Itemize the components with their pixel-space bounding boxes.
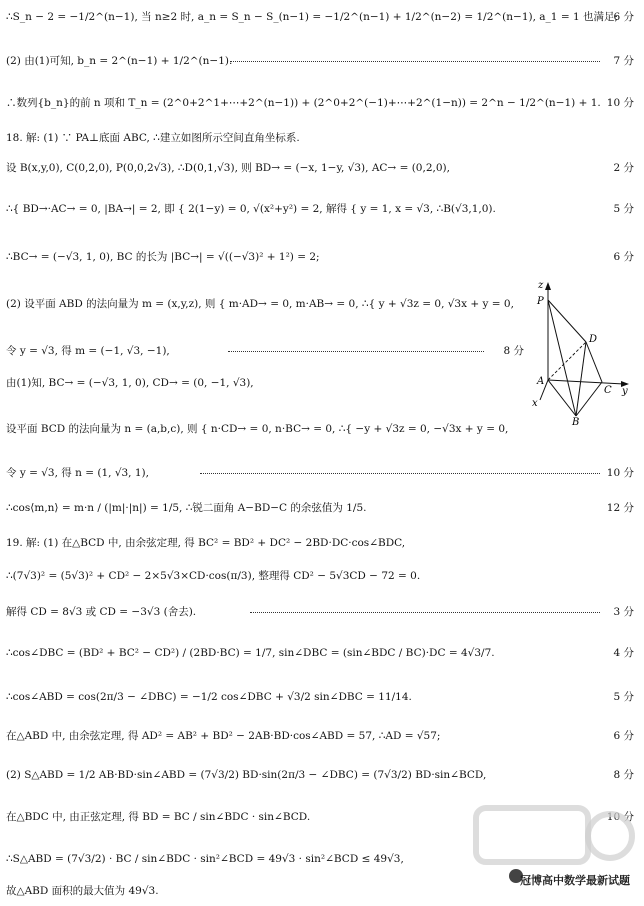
line-text: 解得 CD = 8√3 或 CD = −3√3 (舍去).	[6, 606, 197, 618]
solution-line	[0, 725, 644, 747]
line-text: 设 B(x,y,0), C(0,2,0), P(0,0,2√3), ∴D(0,1,√3), 则 BD→ = (−x, 1−y, √3), AC→ = (0,2,0),	[6, 162, 450, 174]
dot-leader	[250, 612, 600, 613]
watermark-text: 冠博高中数学最新试题	[520, 874, 630, 887]
z-axis-arrow	[545, 282, 551, 290]
line-text: (2) 由(1)可知, b_n = 2^(n−1) + 1/2^(n−1).	[6, 55, 233, 67]
solution-line	[0, 92, 644, 114]
score-mark: 12 分	[606, 502, 634, 514]
y-axis	[548, 380, 624, 384]
line-text: ∴(7√3)² = (5√3)² + CD² − 2×5√3×CD·cos(π/3), 整理得 CD² − 5√3CD − 72 = 0.	[6, 570, 421, 582]
label-d: D	[589, 334, 598, 345]
coordinate-figure	[528, 278, 632, 426]
edge-pd	[548, 300, 586, 342]
line-text: ∴{ BD→·AC→ = 0, |BA→| = 2, 即 { 2(1−y) = 0, √(x²+y²) = 2, 解得 { y = 1, x = √3, ∴B(√3,1,0).	[6, 203, 496, 215]
solution-line	[0, 157, 644, 179]
line-text: ∴cos∠DBC = (BD² + BC² − CD²) / (2BD·BC) = 1/7, sin∠DBC = (sin∠BDC / BC)·DC = 4√3/7.	[6, 647, 495, 659]
line-text: ∴BC→ = (−√3, 1, 0), BC 的长为 |BC→| = √((−√3)² + 1²) = 2;	[6, 251, 320, 263]
score-mark: 5 分	[613, 203, 634, 215]
score-mark: 6 分	[613, 251, 634, 263]
line-text: (2) 设平面 ABD 的法向量为 m = (x,y,z), 则 { m·AD→ = 0, m·AB→ = 0, ∴{ y + √3z = 0, √3x + y = 0,	[6, 298, 514, 310]
label-c: C	[604, 385, 612, 396]
label-p: P	[537, 296, 544, 307]
line-text: 18. 解: (1) ∵ PA⊥底面 ABC, ∴建立如图所示空间直角坐标系.	[6, 132, 300, 144]
score-mark: 3 分	[613, 606, 634, 618]
score-mark: 4 分	[613, 647, 634, 659]
label-x: x	[532, 398, 538, 409]
edge-ad	[548, 342, 586, 380]
score-mark: 8 分	[613, 769, 634, 781]
line-text: ∴cos∠ABD = cos(2π/3 − ∠DBC) = −1/2 cos∠DBC + √3/2 sin∠DBC = 11/14.	[6, 691, 412, 703]
line-text: 由(1)知, BC→ = (−√3, 1, 0), CD→ = (0, −1, √3),	[6, 377, 254, 389]
dot-leader	[228, 351, 484, 352]
watermark-circle	[588, 814, 632, 858]
line-text: ∴S△ABD = (7√3/2) · BC / sin∠BDC · sin²∠BCD = 49√3 · sin²∠BCD ≤ 49√3,	[6, 853, 404, 865]
solution-line	[0, 565, 644, 587]
solution-line	[0, 198, 644, 220]
solution-line	[0, 497, 644, 519]
score-mark: 2 分	[613, 162, 634, 174]
line-text: 19. 解: (1) 在△BCD 中, 由余弦定理, 得 BC² = BD² + DC² − 2BD·DC·cos∠BDC,	[6, 537, 406, 549]
solution-line	[0, 532, 644, 554]
solution-line	[0, 642, 644, 664]
score-mark: 6 分	[613, 730, 634, 742]
score-mark: 10 分	[606, 97, 634, 109]
score-mark: 6 分	[613, 11, 634, 23]
solution-line	[0, 462, 644, 484]
label-y: y	[622, 386, 628, 397]
score-mark: 5 分	[613, 691, 634, 703]
line-text: 故△ABD 面积的最大值为 49√3.	[6, 885, 159, 897]
label-z: z	[538, 280, 544, 291]
solution-line	[0, 6, 644, 28]
solution-line	[0, 127, 644, 149]
solution-line	[0, 686, 644, 708]
label-a: A	[537, 376, 545, 387]
score-mark: 10 分	[606, 467, 634, 479]
score-mark: 10 分	[606, 811, 634, 823]
line-text: ∴数列{b_n}的前 n 项和 T_n = (2^0+2^1+⋯+2^(n−1)) + (2^0+2^(−1)+⋯+2^(1−n)) = 2^n − 1/2^(n−1) + 1.	[6, 97, 601, 109]
line-text: 在△ABD 中, 由余弦定理, 得 AD² = AB² + BD² − 2AB·BD·cos∠ABD = 57, ∴AD = √57;	[6, 730, 441, 742]
solution-line	[0, 601, 644, 623]
edge-dc	[586, 342, 602, 382]
dot-leader	[200, 473, 600, 474]
watermark-outline	[476, 808, 588, 862]
solution-line	[0, 50, 644, 72]
solution-line	[0, 246, 644, 268]
line-text: (2) S△ABD = 1/2 AB·BD·sin∠ABD = (7√3/2) BD·sin(2π/3 − ∠DBC) = (7√3/2) BD·sin∠BCD,	[6, 769, 487, 781]
line-text: ∴S_n − 2 = −1/2^(n−1), 当 n≥2 时, a_n = S_n − S_(n−1) = −1/2^(n−1) + 1/2^(n−2) = 1/2^(n−1), a_1 = 1 也满足;	[6, 11, 619, 23]
line-text: 设平面 BCD 的法向量为 n = (a,b,c), 则 { n·CD→ = 0, n·BC→ = 0, ∴{ −y + √3z = 0, −√3x + y = 0,	[6, 423, 509, 435]
line-text: 令 y = √3, 得 n = (1, √3, 1),	[6, 467, 149, 479]
score-mark: 7 分	[613, 55, 634, 67]
line-text: 在△BDC 中, 由正弦定理, 得 BD = BC / sin∠BDC · sin∠BCD.	[6, 811, 311, 823]
line-text: 令 y = √3, 得 m = (−1, √3, −1),	[6, 345, 170, 357]
label-b: B	[572, 417, 580, 426]
score-mark: 8 分	[503, 345, 524, 357]
solution-line	[0, 764, 644, 786]
line-text: ∴cos⟨m,n⟩ = m·n / (|m|·|n|) = 1/5, ∴锐二面角 A−BD−C 的余弦值为 1/5.	[6, 502, 367, 514]
dot-leader	[230, 61, 600, 62]
